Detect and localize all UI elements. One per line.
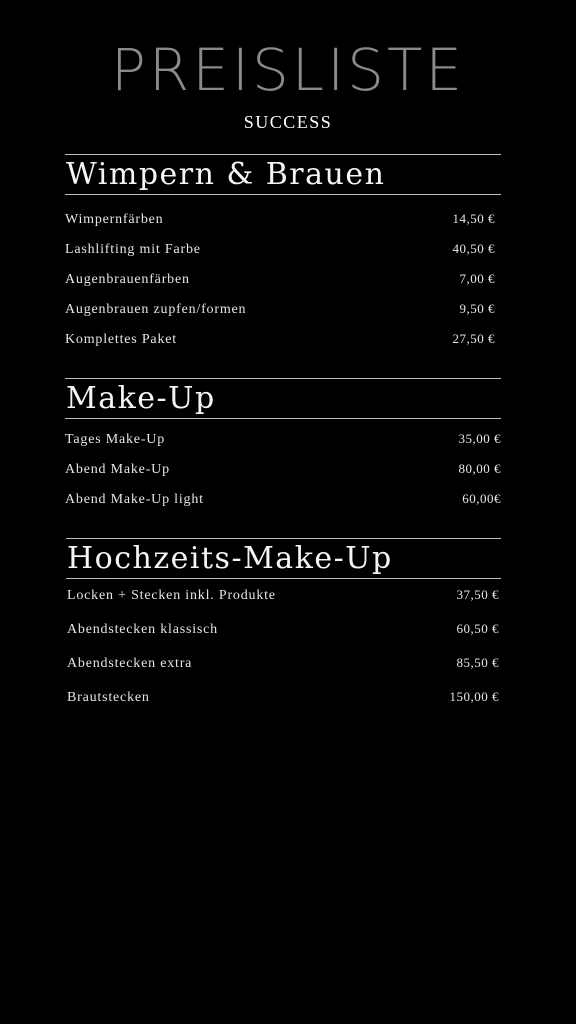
price-row — [65, 301, 501, 331]
price-row — [66, 689, 501, 723]
price-row — [65, 241, 501, 271]
section-title: Wimpern & Brauen — [65, 154, 501, 195]
service-price: 40,50 € — [452, 241, 495, 256]
service-price: 35,00 € — [458, 431, 501, 446]
price-list — [65, 211, 501, 361]
price-row — [66, 587, 501, 621]
price-list — [66, 587, 501, 723]
price-row — [65, 431, 501, 461]
service-name: Augenbrauen zupfen/formen — [65, 302, 247, 317]
section-title: Make-Up — [65, 378, 501, 419]
price-row — [65, 491, 501, 521]
service-name: Abend Make-Up light — [65, 492, 204, 507]
price-row — [66, 621, 501, 655]
service-name: Tages Make-Up — [65, 432, 165, 447]
service-name: Abendstecken klassisch — [67, 622, 218, 637]
section-title: Hochzeits-Make-Up — [66, 538, 501, 579]
section-hochzeits-make-up — [66, 538, 501, 723]
service-name: Abendstecken extra — [67, 656, 193, 671]
service-name: Locken + Stecken inkl. Produkte — [67, 588, 276, 603]
service-name: Komplettes Paket — [65, 332, 177, 347]
service-name: Wimpernfärben — [65, 212, 164, 227]
price-row — [66, 655, 501, 689]
service-price: 9,50 € — [459, 301, 495, 316]
price-list — [65, 431, 501, 521]
service-name: Brautstecken — [67, 690, 150, 705]
price-row — [65, 271, 501, 301]
page-title: PREISLISTE — [110, 36, 466, 104]
service-price: 60,50 € — [456, 621, 499, 636]
section-wimpern-brauen — [65, 154, 501, 361]
service-price: 14,50 € — [452, 211, 495, 226]
service-price: 60,00€ — [462, 491, 501, 506]
section-make-up — [65, 378, 501, 521]
service-price: 27,50 € — [452, 331, 495, 346]
service-price: 7,00 € — [459, 271, 495, 286]
service-name: Lashlifting mit Farbe — [65, 242, 201, 257]
price-row — [65, 211, 501, 241]
service-price: 85,50 € — [456, 655, 499, 670]
price-row — [65, 331, 501, 361]
page-header — [0, 38, 576, 133]
service-name: Abend Make-Up — [65, 462, 170, 477]
service-price: 37,50 € — [456, 587, 499, 602]
service-price: 80,00 € — [458, 461, 501, 476]
service-name: Augenbrauenfärben — [65, 272, 190, 287]
page-subtitle: SUCCESS — [243, 112, 333, 132]
service-price: 150,00 € — [449, 689, 499, 704]
price-row — [65, 461, 501, 491]
